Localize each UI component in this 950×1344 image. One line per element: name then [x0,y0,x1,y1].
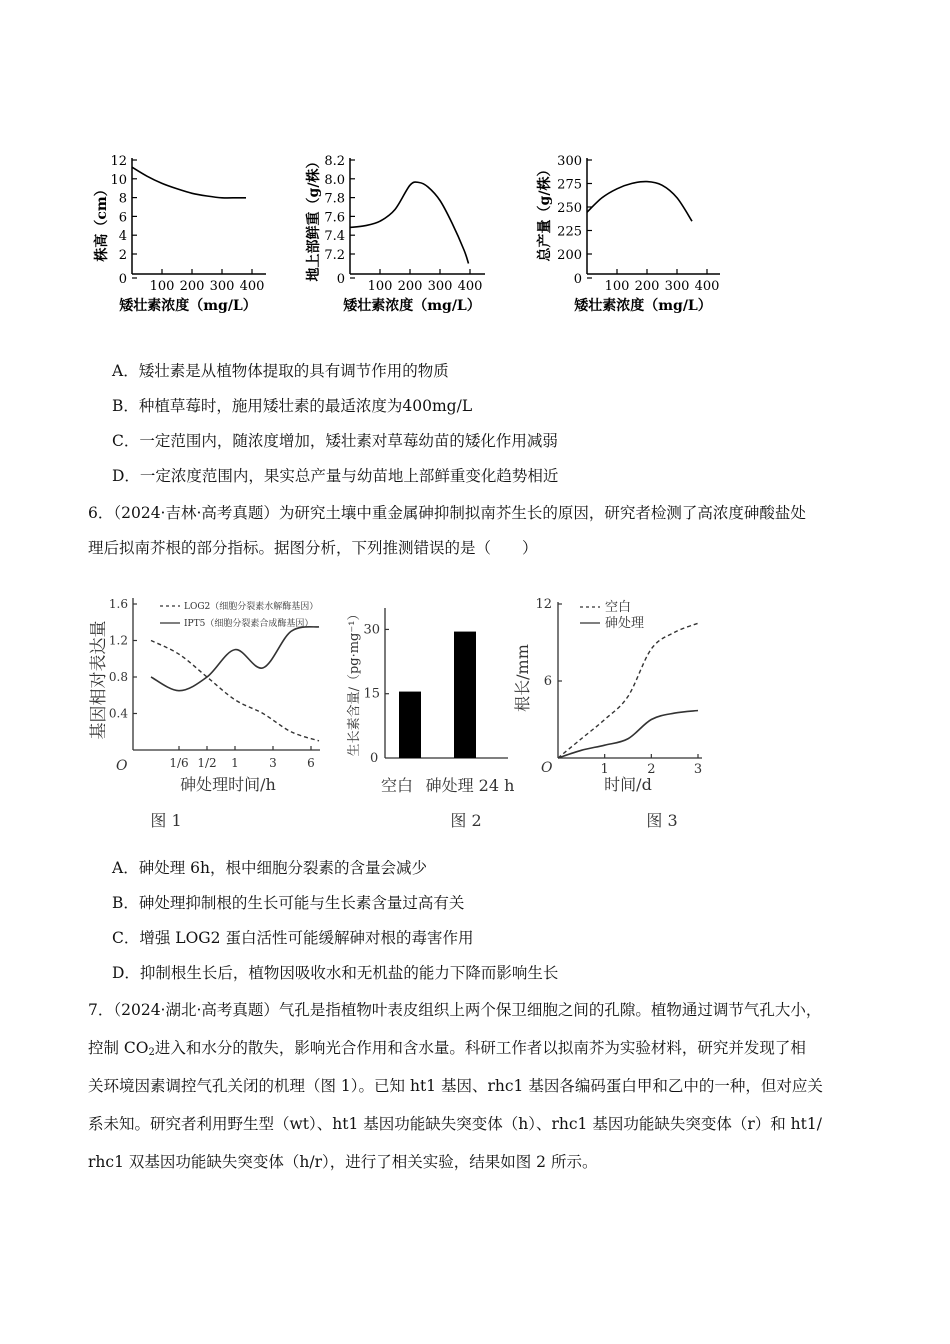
category-label-blank: 空白 [380,776,414,795]
series-blank-line [558,623,698,758]
top-chart-1 [88,150,278,315]
y-tick-label: 7.8 [324,191,345,207]
q5-option-d: D．一定浓度范围内，果实总产量与幼苗地上部鲜重变化趋势相近 [112,467,559,485]
y-tick-label: 0 [336,272,345,287]
y-tick-label: 8.0 [324,172,345,188]
x-tick-label: 100 [367,279,393,294]
y-axis-label: 生长素含量/（pg·mg⁻¹） [347,607,362,757]
q5-option-c: C．一定范围内，随浓度增加，矮壮素对草莓幼苗的矮化作用减弱 [112,432,558,450]
x-tick-label: 100 [149,279,175,294]
x-tick-label: 2 [647,762,656,777]
origin-label: O [541,760,553,776]
y-tick-label: 30 [363,622,380,638]
q6-stem-line1: 6．（2024·吉林·高考真题）为研究土壤中重金属砷抑制拟南芥生长的原因，研究者检测了高浓度砷酸盐处 [88,504,806,522]
figure-3 [510,590,730,840]
x-tick-label: 200 [634,279,660,294]
y-tick-label: 1.2 [108,633,128,648]
x-tick-label: 400 [694,279,720,294]
origin-label: 0 [370,751,379,766]
q5-option-a: A．矮壮素是从植物体提取的具有调节作用的物质 [112,362,449,380]
x-axis-label: 砷处理时间/h [180,775,276,794]
bar-1 [454,632,476,758]
y-tick-label: 7.6 [324,210,345,226]
y-tick-label: 8.2 [324,154,345,169]
x-tick-label: 1/2 [197,756,217,770]
figure-1 [88,590,338,840]
y-tick-label: 0.4 [108,706,128,721]
y-tick-label: 300 [557,154,582,169]
category-label-arsenic: 砷处理 24 h [425,776,515,795]
series-line [350,182,469,263]
x-tick-label: 6 [307,756,315,770]
y-tick-label: 6 [118,210,127,226]
q6-option-a: A．砷处理 6h，根中细胞分裂素的含量会减少 [112,859,427,877]
y-tick-label: 225 [557,224,582,240]
y-tick-label: 1.6 [108,597,128,611]
bar-0 [399,692,421,758]
q5-option-b: B．种植草莓时，施用矮壮素的最适浓度为400mg/L [112,397,473,415]
top-chart-3 [535,150,735,315]
legend-arsenic: 砷处理 [605,616,645,631]
y-tick-label: 7.2 [324,248,345,263]
figure-caption: 图 2 [450,811,482,830]
series-arsenic-line [558,711,698,758]
x-tick-label: 400 [239,279,265,294]
y-tick-label: 250 [557,201,582,216]
y-axis-label: 基因相对表达量 [89,620,109,740]
y-tick-label: 6 [543,674,552,689]
y-tick-label: 15 [363,686,380,702]
y-tick-label: 8 [118,191,127,207]
x-tick-label: 1 [600,762,609,777]
y-axis-label: 地上部鲜重（g/株） [306,154,322,282]
x-tick-label: 400 [457,279,483,294]
figure-caption: 图 3 [646,811,678,830]
x-tick-label: 3 [693,762,703,777]
y-axis-label: 总产量（g/株） [537,162,553,262]
figure-caption: 图 1 [150,811,182,830]
series-line [587,182,692,222]
q7-line1: 7．（2024·湖北·高考真题）气孔是指植物叶表皮组织上两个保卫细胞之间的孔隙。植物通过调节气孔大小， [88,1001,822,1019]
y-tick-label: 4 [118,229,127,245]
x-tick-label: 300 [209,279,235,294]
x-tick-label: 300 [427,279,453,294]
q7-line3: 关环境因素调控气孔关闭的机理（图 1）。已知 ht1 基因、rhc1 基因各编码蛋白甲和乙中的一种，但对应关 [88,1077,823,1095]
y-tick-label: 0.8 [108,670,128,684]
legend-ipt5: IPT5（细胞分裂素合成酶基因） [184,619,314,629]
x-tick-label: 1 [231,756,239,770]
legend-log2: LOG2（细胞分裂素水解酶基因） [184,602,319,612]
x-tick-label: 200 [397,279,423,294]
x-axis-label: 矮壮素浓度（mg/L） [343,298,481,314]
y-tick-label: 0 [118,272,127,287]
x-axis-label: 矮壮素浓度（mg/L） [119,298,257,314]
x-axis-label: 矮壮素浓度（mg/L） [574,298,712,314]
y-tick-label: 12 [535,597,552,612]
legend-blank: 空白 [605,600,632,615]
x-tick-label: 300 [664,279,690,294]
q6-option-b: B．砷处理抑制根的生长可能与生长素含量过高有关 [112,894,465,912]
q7-line4: 系未知。研究者利用野生型（wt）、ht1 基因功能缺失突变体（h）、rhc1 基因功能缺失突变体（r）和 ht1/ [88,1115,822,1133]
y-axis-label: 株高（cm） [94,182,110,262]
y-tick-label: 12 [110,154,127,169]
y-tick-label: 200 [557,248,582,263]
y-axis-label: 根长/mm [513,644,532,712]
x-tick-label: 200 [179,279,205,294]
y-tick-label: 0 [573,272,582,287]
y-tick-label: 275 [557,177,582,193]
series-line [132,167,246,198]
top-chart-2 [300,150,500,315]
q6-option-c: C．增强 LOG2 蛋白活性可能缓解砷对根的毒害作用 [112,929,474,947]
y-tick-label: 7.4 [324,229,345,245]
x-tick-label: 100 [604,279,630,294]
y-tick-label: 2 [118,248,127,263]
q7-line5: rhc1 双基因功能缺失突变体（h/r），进行了相关实验，结果如图 2 所示。 [88,1153,598,1171]
x-tick-label: 3 [269,756,277,770]
y-tick-label: 10 [110,172,127,188]
figure-2 [340,590,530,840]
q6-option-d: D．抑制根生长后，植物因吸收水和无机盐的能力下降而影响生长 [112,964,559,982]
q6-stem-line2: 理后拟南芥根的部分指标。据图分析，下列推测错误的是（ ） [88,539,538,557]
series-ipt5-line [151,627,319,691]
x-axis-label: 时间/d [604,775,652,794]
origin-label: O [116,758,128,774]
q7-line2: 控制 $CO_2$进入和水分的散失，影响光合作用和含水量。科研工作者以拟南芥为实验材料，研究并发现了相 [88,1039,806,1058]
x-tick-label: 1/6 [169,756,189,770]
